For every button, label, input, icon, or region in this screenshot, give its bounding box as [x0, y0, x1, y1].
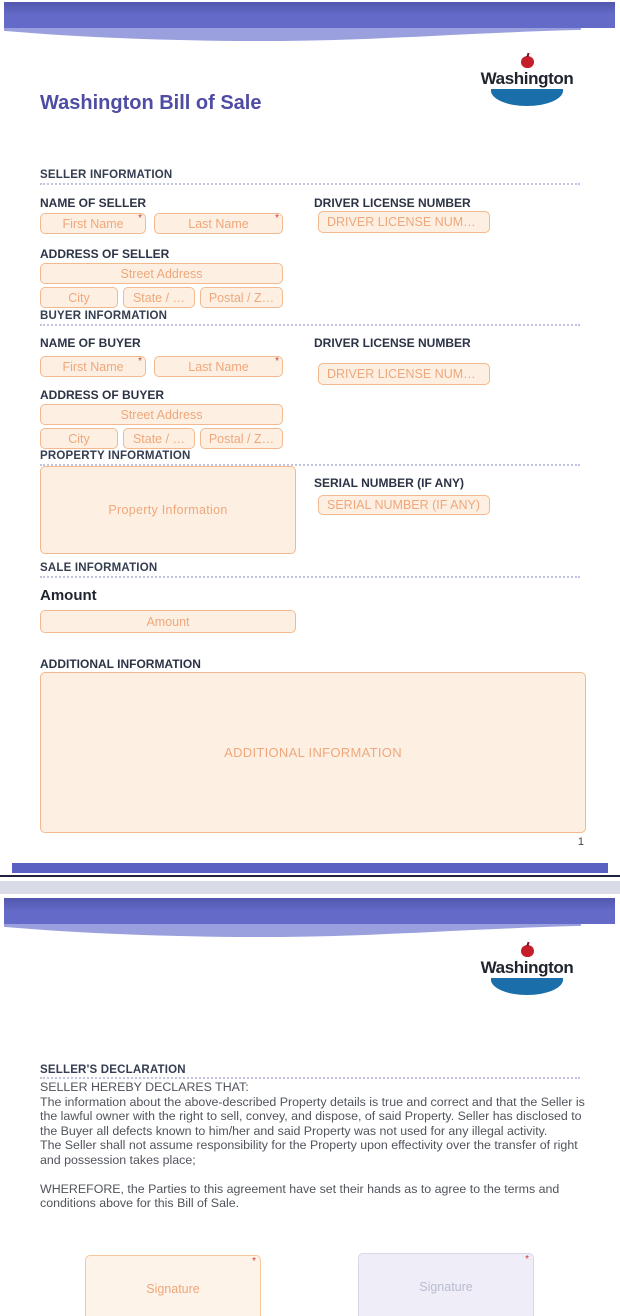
- buyer-last-name-field: [154, 356, 283, 377]
- label-address-of-seller: ADDRESS OF SELLER: [40, 247, 170, 261]
- seller-driver-license-input[interactable]: [318, 211, 490, 233]
- page-title: Washington Bill of Sale: [40, 92, 262, 114]
- brand-name: Washington: [480, 69, 574, 88]
- section-buyer-information: BUYER INFORMATION: [40, 310, 168, 322]
- apple-icon: [521, 56, 534, 68]
- section-property-information: PROPERTY INFORMATION: [40, 450, 191, 462]
- seller-postal-input[interactable]: [200, 287, 283, 308]
- additional-placeholder: ADDITIONAL INFORMATION: [224, 745, 402, 760]
- buyer-driver-license-input[interactable]: [318, 363, 490, 385]
- property-placeholder: Property Information: [108, 503, 228, 517]
- serial-number-input[interactable]: [318, 495, 490, 515]
- bowl-icon: [491, 978, 563, 995]
- seller-postal-field: [200, 287, 283, 308]
- seller-state-field: [123, 287, 195, 308]
- property-information-textarea[interactable]: [40, 466, 296, 554]
- header-wave: [4, 924, 581, 941]
- amount-input[interactable]: [40, 610, 296, 633]
- footer-bar: [12, 863, 608, 873]
- declaration-text: [40, 1080, 585, 1211]
- label-name-of-buyer: NAME OF BUYER: [40, 336, 141, 350]
- label-address-of-buyer: ADDRESS OF BUYER: [40, 388, 165, 402]
- section-sale-information: SALE INFORMATION: [40, 562, 158, 574]
- section-divider: [40, 183, 580, 185]
- required-asterisk: *: [138, 213, 142, 224]
- section-divider: [40, 1077, 580, 1079]
- declaration-paragraph-2: The Seller shall not assume responsibility for the Property upon effectivity over the transfer of right and possession takes place;: [40, 1138, 578, 1167]
- additional-information-textarea[interactable]: [40, 672, 586, 833]
- label-seller-driver-license: DRIVER LICENSE NUMBER: [314, 196, 471, 210]
- declaration-line-1: SELLER HEREBY DECLARES THAT:: [40, 1080, 249, 1094]
- label-serial-number: SERIAL NUMBER (IF ANY): [314, 476, 464, 490]
- serial-number-field: [318, 495, 490, 515]
- header-wave: [4, 28, 581, 45]
- buyer-city-input[interactable]: [40, 428, 118, 449]
- section-divider: [40, 324, 580, 326]
- bowl-icon: [491, 89, 563, 106]
- label-buyer-driver-license: DRIVER LICENSE NUMBER: [314, 336, 471, 350]
- brand-name: Washington: [480, 958, 574, 977]
- seller-state-input[interactable]: [123, 287, 195, 308]
- header-bar: [4, 2, 615, 28]
- buyer-street-input[interactable]: [40, 404, 283, 425]
- seller-last-name-field: [154, 213, 283, 234]
- buyer-signature-pad[interactable]: [358, 1253, 534, 1316]
- washington-logo: [472, 945, 582, 995]
- seller-signature-placeholder: Signature: [146, 1282, 200, 1296]
- required-asterisk: *: [525, 1254, 529, 1265]
- label-additional-information: ADDITIONAL INFORMATION: [40, 657, 201, 671]
- seller-city-field: [40, 287, 118, 308]
- required-asterisk: *: [275, 213, 279, 224]
- buyer-last-name-input[interactable]: [154, 356, 283, 377]
- section-sellers-declaration: SELLER'S DECLARATION: [40, 1064, 186, 1076]
- apple-icon: [521, 945, 534, 957]
- buyer-state-input[interactable]: [123, 428, 195, 449]
- section-seller-information: SELLER INFORMATION: [40, 169, 173, 181]
- buyer-first-name-field: [40, 356, 146, 377]
- buyer-state-field: [123, 428, 195, 449]
- page-edge-line: [0, 875, 620, 877]
- declaration-paragraph-3: WHEREFORE, the Parties to this agreement have set their hands as to agree to the terms and conditions above for this Bill of Sale.: [40, 1181, 560, 1211]
- required-asterisk: *: [138, 356, 142, 367]
- label-amount: Amount: [40, 587, 97, 604]
- required-asterisk: *: [275, 356, 279, 367]
- seller-street-field: [40, 263, 283, 284]
- seller-last-name-input[interactable]: [154, 213, 283, 234]
- buyer-street-field: [40, 404, 283, 425]
- section-divider: [40, 576, 580, 578]
- buyer-city-field: [40, 428, 118, 449]
- seller-signature-pad[interactable]: [85, 1255, 261, 1316]
- page-divider: [0, 881, 620, 894]
- label-name-of-seller: NAME OF SELLER: [40, 196, 147, 210]
- required-asterisk: *: [252, 1256, 256, 1267]
- seller-first-name-field: [40, 213, 146, 234]
- seller-city-input[interactable]: [40, 287, 118, 308]
- header-bar: [4, 898, 615, 924]
- seller-first-name-input[interactable]: [40, 213, 146, 234]
- amount-field: [40, 610, 296, 633]
- form-page-2: [0, 896, 620, 1316]
- declaration-paragraph-1: The information about the above-described Property details is true and correct and that the Seller is the lawful owner with the right to sell, convey, and dispose, of said Property. Seller has disclosed to the Buyer all defects known to him/her and said Property was not used for any illegal activity.: [40, 1094, 585, 1138]
- page-number: 1: [577, 836, 584, 848]
- buyer-postal-field: [200, 428, 283, 449]
- buyer-postal-input[interactable]: [200, 428, 283, 449]
- seller-street-input[interactable]: [40, 263, 283, 284]
- washington-logo: [472, 56, 582, 106]
- buyer-first-name-input[interactable]: [40, 356, 146, 377]
- buyer-signature-placeholder: Signature: [419, 1280, 473, 1294]
- buyer-driver-license-field: [318, 363, 490, 385]
- seller-driver-license-field: [318, 211, 490, 233]
